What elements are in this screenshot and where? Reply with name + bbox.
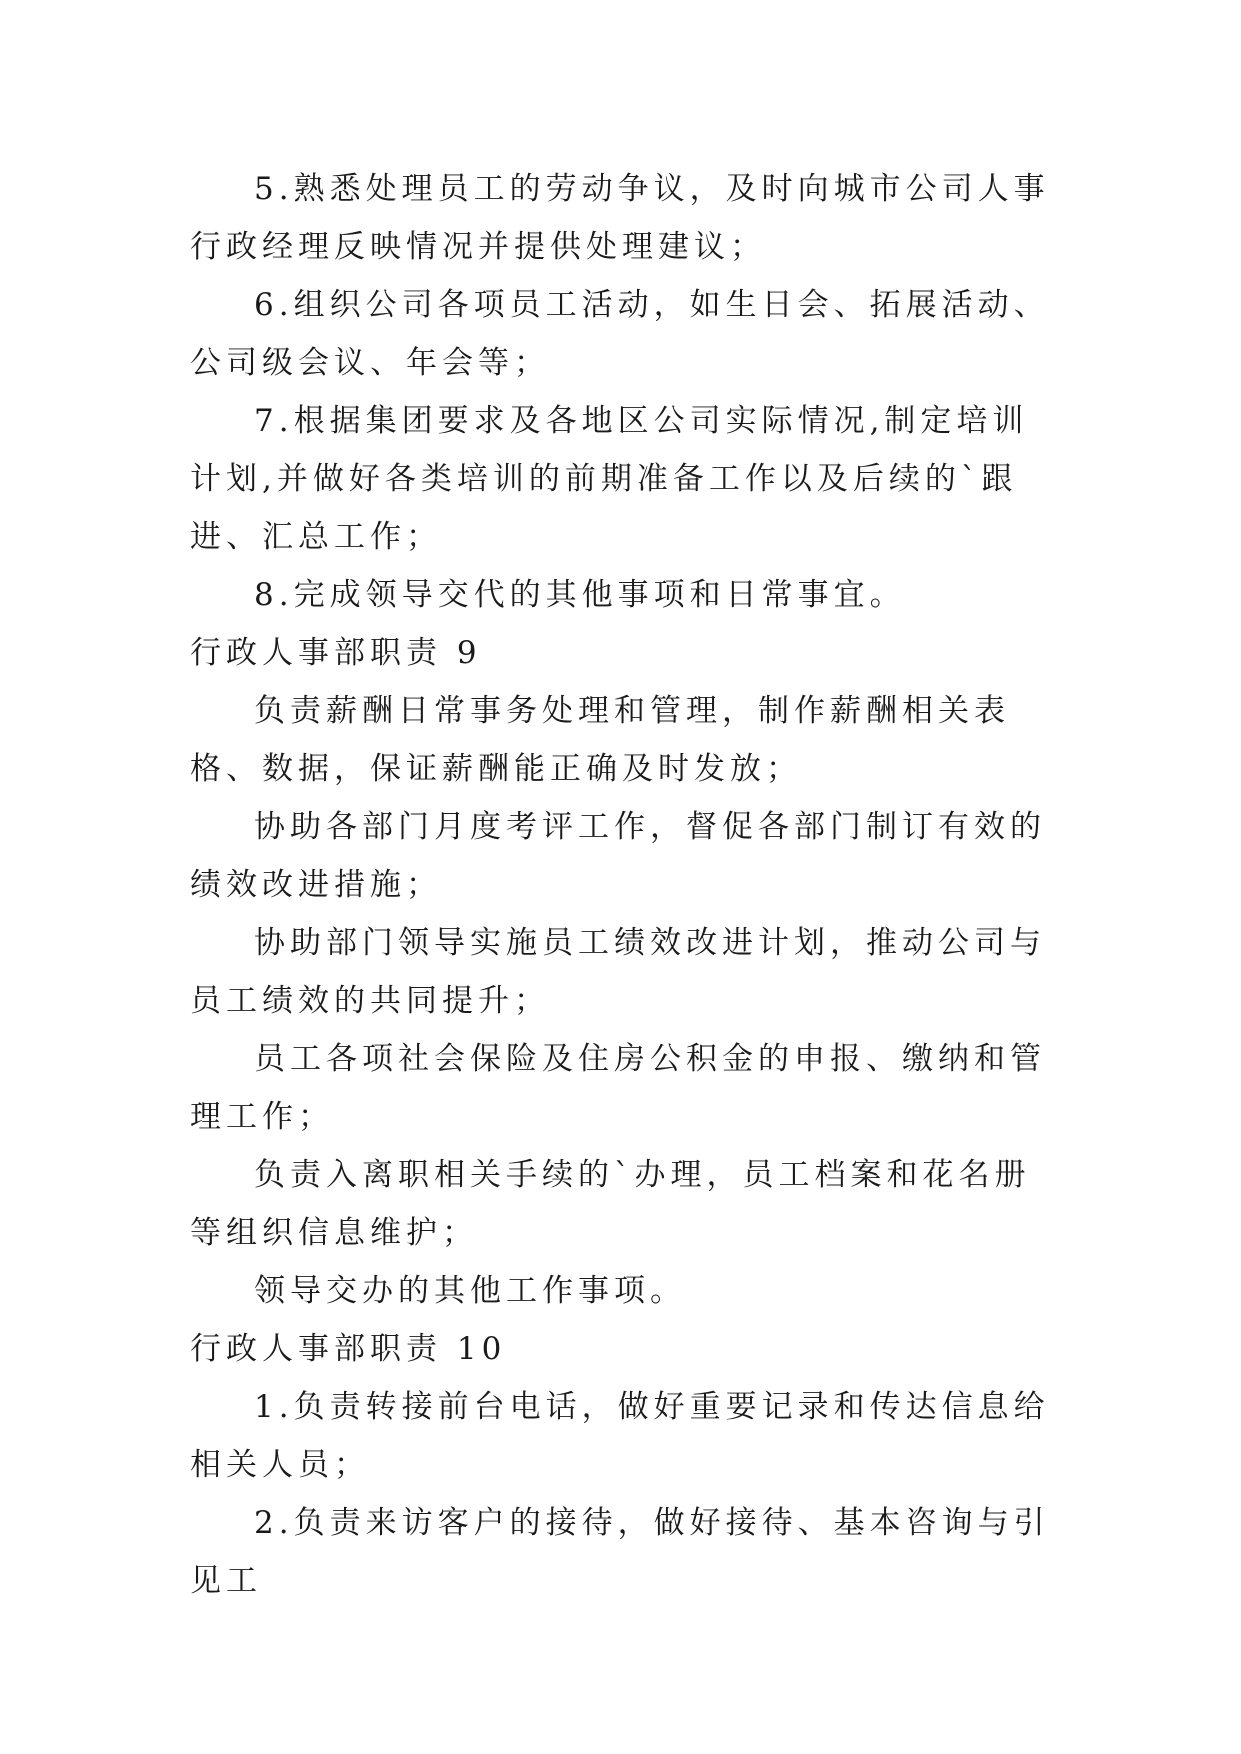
list-item: 协助各部门月度考评工作，督促各部门制订有效的绩效改进措施； (190, 809, 1046, 903)
document-body (190, 160, 1060, 1610)
list-item: 负责薪酬日常事务处理和管理，制作薪酬相关表格、数据，保证薪酬能正确及时发放； (190, 693, 1010, 787)
list-item: 8.完成领导交代的其他事项和日常事宜。 (254, 577, 906, 613)
list-item: 1.负责转接前台电话，做好重要记录和传达信息给相关人员； (190, 1389, 1050, 1483)
list-item: 员工各项社会保险及住房公积金的申报、缴纳和管理工作； (190, 1041, 1046, 1135)
section-heading: 行政人事部职责 10 (190, 1331, 507, 1367)
list-item: 协助部门领导实施员工绩效改进计划，推动公司与员工绩效的共同提升； (190, 925, 1046, 1019)
list-item: 5.熟悉处理员工的劳动争议，及时向城市公司人事行政经理反映情况并提供处理建议； (190, 171, 1050, 265)
section-heading: 行政人事部职责 9 (190, 635, 482, 671)
list-item: 领导交办的其他工作事项。 (254, 1273, 686, 1309)
list-item: 2.负责来访客户的接待，做好接待、基本咨询与引见工 (190, 1505, 1050, 1599)
list-item: 7.根据集团要求及各地区公司实际情况,制定培训计划,并做好各类培训的前期准备工作以及后续的`跟进、汇总工作； (190, 403, 1029, 555)
list-item: 6.组织公司各项员工活动，如生日会、拓展活动、公司级会议、年会等； (190, 287, 1050, 381)
list-item: 负责入离职相关手续的`办理，员工档案和花名册等组织信息维护； (190, 1157, 1031, 1251)
